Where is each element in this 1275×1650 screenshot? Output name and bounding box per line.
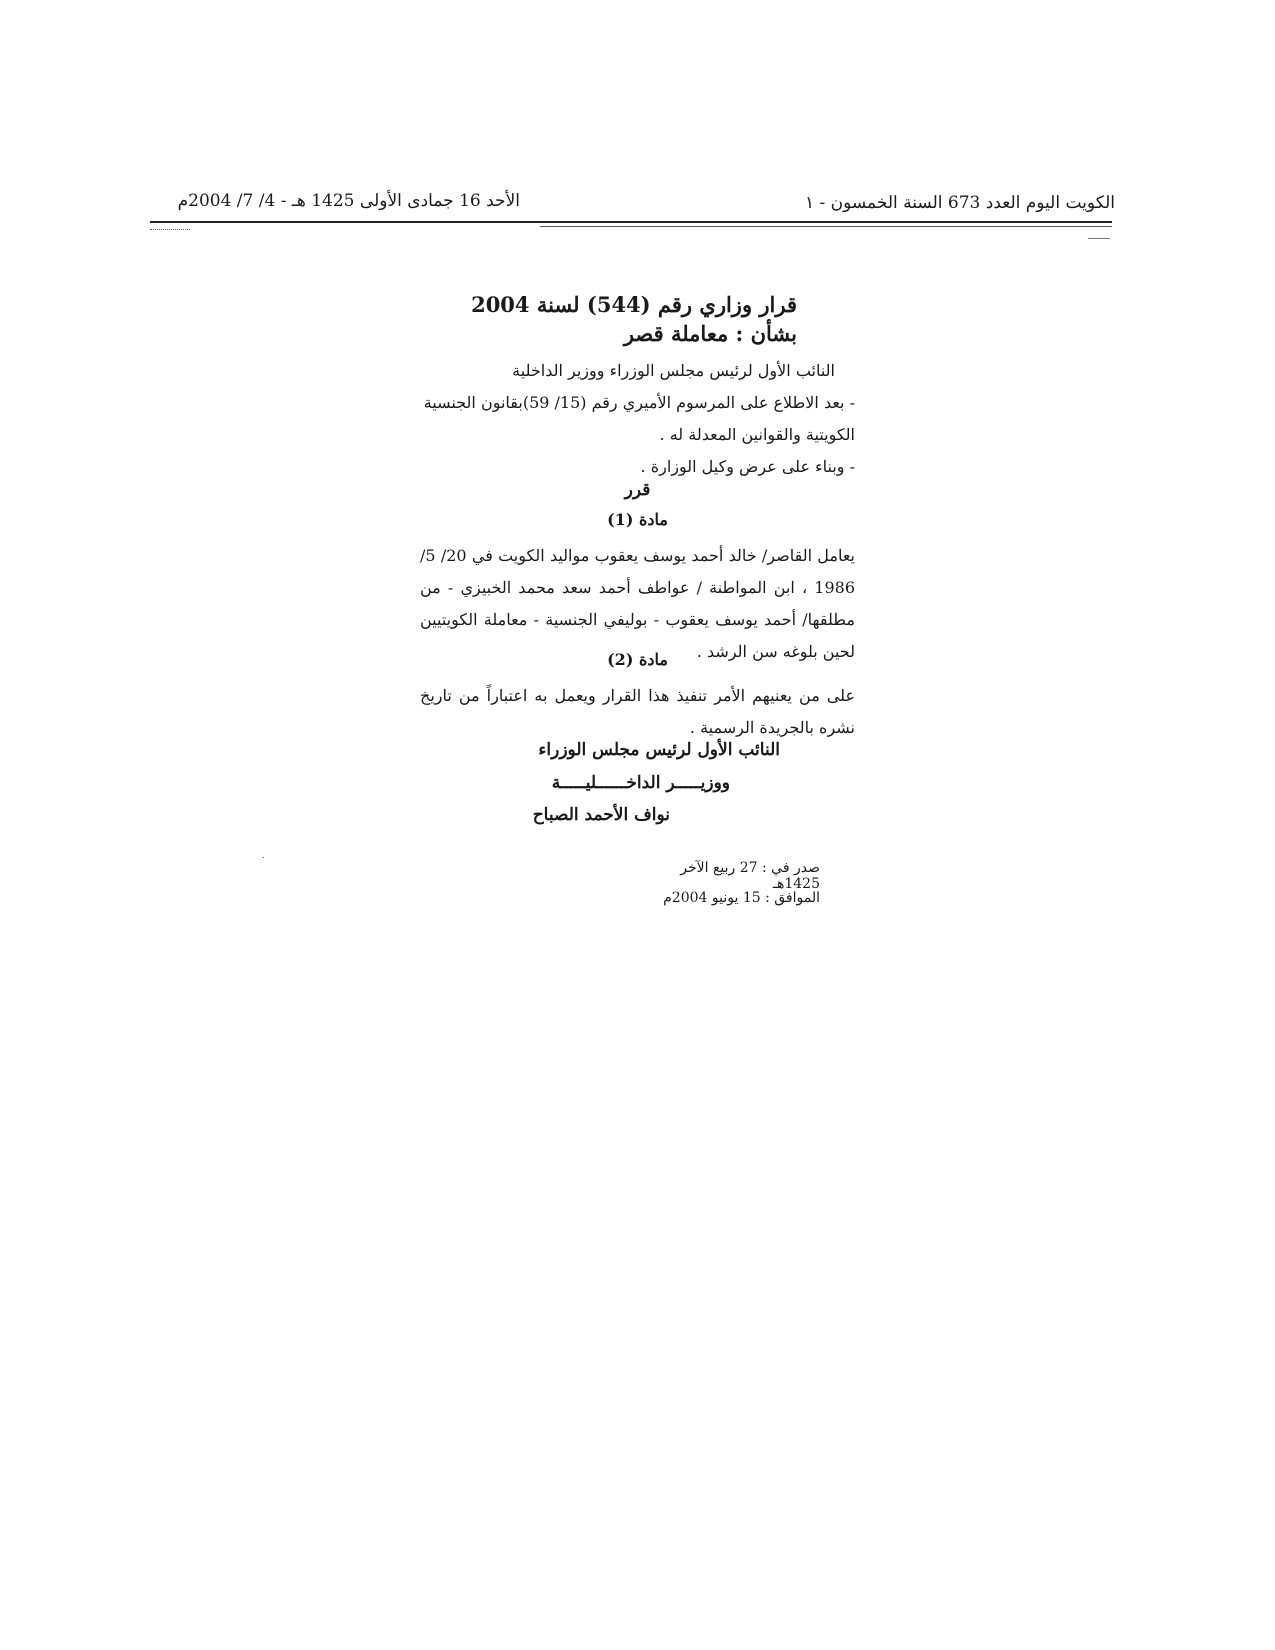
article-1-text: يعامل القاصر/ خالد أحمد يوسف يعقوب مواليد الكويت في 20/ 5/ 1986 ، ابن المواطنة / عواطف أحمد سعد محمد الخبيزي - من مطلقها/ أحمد يوسف يعقوب - بوليفي الجنسية - معاملة الكويتيين لحين بلوغه سن الرشد .: [420, 546, 855, 661]
header-issue-info: الكويت اليوم العدد 673 السنة الخمسون - ١: [804, 193, 1115, 213]
header-dotted-rule: [150, 229, 190, 230]
header-date: الأحد 16 جمادى الأولى 1425 هـ - 4/ 7/ 2004م: [177, 191, 520, 211]
issued-date-gregorian: الموافق : 15 يونيو 2004م: [663, 890, 820, 906]
header-rule-secondary: [540, 226, 1112, 227]
header-rule: [150, 221, 1112, 223]
header-rule-mark: [1088, 238, 1110, 239]
article-2-heading: مادة (2): [607, 650, 668, 669]
signature-name: نواف الأحمد الصباح: [532, 805, 670, 825]
scan-speck: [262, 857, 264, 858]
decree-issuer: النائب الأول لرئيس مجلس الوزراء ووزير الداخلية: [512, 361, 835, 380]
signature-ministry: ووزيـــــر الداخــــــليـــــة: [551, 773, 730, 793]
article-2-text: على من يعنيهم الأمر تنفيذ هذا القرار ويعمل به اعتباراً من تاريخ نشره بالجريدة الرسمية .: [420, 686, 855, 737]
issued-date-hijri: صدر في : 27 ربيع الآخر 1425هـ: [680, 860, 820, 892]
preamble-item: - وبناء على عرض وكيل الوزارة .: [640, 457, 855, 476]
preamble-item: - بعد الاطلاع على المرسوم الأميري رقم (15/ 59)بقانون الجنسية الكويتية والقوانين المعدلة له .: [423, 393, 855, 444]
article-1-heading: مادة (1): [607, 510, 668, 529]
signature-title: النائب الأول لرئيس مجلس الوزراء: [538, 740, 780, 760]
decree-subject: بشأن : معاملة قصر: [623, 321, 797, 346]
decided-heading: قرر: [624, 480, 651, 500]
decree-title: قرار وزاري رقم (544) لسنة 2004: [471, 292, 797, 317]
